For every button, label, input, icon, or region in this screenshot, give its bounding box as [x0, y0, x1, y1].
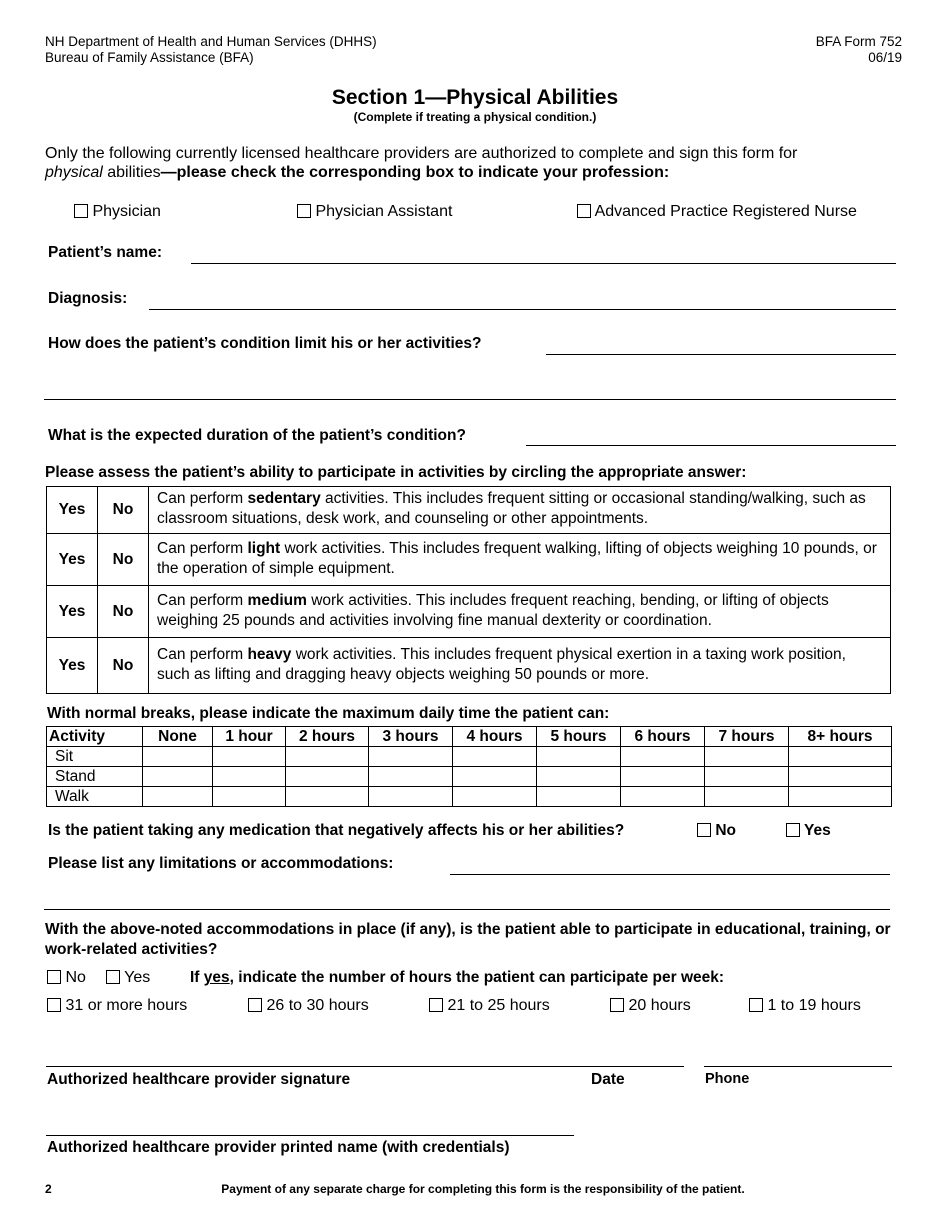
participation-question: With the above-noted accommodations in place (if any), is the patient able to participate in educational, training, or work-related activities?: [45, 921, 891, 958]
patient-name-label: Patient’s name:: [48, 244, 162, 261]
signature-label: Authorized healthcare provider signature: [47, 1071, 351, 1088]
printed-name-line[interactable]: [46, 1135, 574, 1136]
assessment-row-light: [47, 534, 891, 586]
column-header: 2 hours: [286, 727, 369, 747]
assessment-row-medium: [47, 586, 891, 638]
patient-name-field[interactable]: [191, 263, 896, 264]
activity-assessment-table: [46, 486, 891, 694]
profession-option-aprn[interactable]: [577, 203, 857, 221]
medication-no-label: No: [715, 822, 736, 839]
time-cell[interactable]: [143, 787, 213, 807]
time-cell[interactable]: [369, 767, 453, 787]
limit-answer-field[interactable]: [546, 354, 896, 355]
time-cell[interactable]: [705, 747, 789, 767]
hours-option-label: 20 hours: [628, 997, 691, 1014]
medication-yes-checkbox[interactable]: [786, 823, 800, 837]
profession-label: Advanced Practice Registered Nurse: [594, 203, 857, 220]
hours-prompt: If yes, indicate the number of hours the patient can participate per week:: [190, 969, 725, 986]
duration-question-label: What is the expected duration of the patient’s condition?: [48, 427, 466, 444]
assessment-description: Can perform sedentary activities. This includes frequent sitting or occasional standing/walking, such as classroom situations, desk work, and counseling or other appointments.: [149, 487, 891, 534]
profession-label: Physician Assistant: [315, 203, 453, 220]
limit-question-label: How does the patient’s condition limit his or her activities?: [48, 335, 482, 352]
yes-option[interactable]: Yes: [47, 586, 98, 638]
time-cell[interactable]: [213, 787, 286, 807]
hours-checkbox[interactable]: [248, 998, 262, 1012]
assessment-row-sedentary: [47, 487, 891, 534]
page-number: 2: [45, 1182, 52, 1196]
hours-option-label: 1 to 19 hours: [767, 997, 861, 1014]
hours-option-26-30[interactable]: [248, 997, 369, 1015]
hours-option-21-25[interactable]: [429, 997, 550, 1015]
time-cell[interactable]: [143, 767, 213, 787]
duration-answer-field[interactable]: [526, 445, 896, 446]
hours-option-31-plus[interactable]: [47, 997, 187, 1015]
no-option[interactable]: No: [98, 586, 149, 638]
column-header: None: [143, 727, 213, 747]
medication-yes-label: Yes: [804, 822, 831, 839]
column-header: 4 hours: [453, 727, 537, 747]
column-header: 1 hour: [213, 727, 286, 747]
footer-note: Payment of any separate charge for completing this form is the responsibility of the patient.: [221, 1182, 745, 1196]
no-option[interactable]: No: [98, 487, 149, 534]
intro-instruction: —please check the corresponding box to indicate your profession:: [160, 164, 670, 181]
time-cell[interactable]: [705, 767, 789, 787]
time-cell[interactable]: [286, 787, 369, 807]
time-cell[interactable]: [143, 747, 213, 767]
time-cell[interactable]: [453, 747, 537, 767]
hours-option-20[interactable]: [610, 997, 691, 1015]
hours-checkbox[interactable]: [610, 998, 624, 1012]
assessment-description: Can perform light work activities. This includes frequent walking, lifting of objects weighing 10 pounds, or the operation of simple equipment.: [149, 534, 891, 586]
medication-yes-option[interactable]: [786, 822, 831, 840]
participation-no-checkbox[interactable]: [47, 970, 61, 984]
medication-no-option[interactable]: [697, 822, 736, 840]
daily-time-table: [46, 726, 892, 807]
section-heading: [0, 86, 950, 125]
yes-option[interactable]: Yes: [47, 487, 98, 534]
time-table-instruction: With normal breaks, please indicate the maximum daily time the patient can:: [47, 705, 610, 722]
time-table-row-walk: [47, 787, 892, 807]
physician-assistant-checkbox[interactable]: [297, 204, 311, 218]
participation-yes-checkbox[interactable]: [106, 970, 120, 984]
form-identifier: [816, 34, 902, 66]
physician-checkbox[interactable]: [74, 204, 88, 218]
yes-option[interactable]: Yes: [47, 534, 98, 586]
time-cell[interactable]: [453, 767, 537, 787]
hours-checkbox[interactable]: [429, 998, 443, 1012]
time-cell[interactable]: [621, 767, 705, 787]
time-cell[interactable]: [286, 767, 369, 787]
time-cell[interactable]: [789, 747, 892, 767]
activity-label: Stand: [47, 767, 143, 787]
time-cell[interactable]: [369, 787, 453, 807]
limitations-field-continued[interactable]: [44, 909, 890, 910]
diagnosis-field[interactable]: [149, 309, 896, 310]
column-header: 7 hours: [705, 727, 789, 747]
participation-no-label: No: [65, 969, 86, 986]
limit-answer-field-continued[interactable]: [44, 399, 896, 400]
column-header: 8+ hours: [789, 727, 892, 747]
time-cell[interactable]: [789, 787, 892, 807]
time-cell[interactable]: [213, 747, 286, 767]
form-revision-date: 06/19: [868, 50, 902, 65]
hours-option-label: 21 to 25 hours: [447, 997, 550, 1014]
time-cell[interactable]: [705, 787, 789, 807]
signature-date-line[interactable]: [46, 1066, 684, 1067]
column-header: Activity: [47, 727, 143, 747]
time-table-row-stand: [47, 767, 892, 787]
intro-text: Only the following currently licensed healthcare providers are authorized to complete and sign this form for: [45, 145, 798, 162]
no-option[interactable]: No: [98, 534, 149, 586]
intro-paragraph: [45, 144, 905, 182]
time-cell[interactable]: [213, 767, 286, 787]
time-cell[interactable]: [537, 787, 621, 807]
participation-yes-option[interactable]: [106, 969, 150, 987]
limitations-label: Please list any limitations or accommodations:: [48, 855, 394, 872]
phone-label: Phone: [705, 1071, 750, 1087]
profession-option-physician-assistant[interactable]: [297, 203, 452, 221]
agency-header: [45, 34, 377, 66]
activity-label: Sit: [47, 747, 143, 767]
phone-line[interactable]: [704, 1066, 892, 1067]
time-cell[interactable]: [537, 767, 621, 787]
hours-checkbox[interactable]: [47, 998, 61, 1012]
aprn-checkbox[interactable]: [577, 204, 591, 218]
participation-no-option[interactable]: [47, 969, 86, 987]
column-header: 3 hours: [369, 727, 453, 747]
no-option[interactable]: No: [98, 638, 149, 694]
assessment-instruction: Please assess the patient’s ability to participate in activities by circling the appropriate answer:: [45, 464, 747, 481]
date-label: Date: [591, 1071, 625, 1088]
assessment-description: Can perform heavy work activities. This includes frequent physical exertion in a taxing work position, such as lifting and dragging heavy objects weighing 50 pounds or more.: [149, 638, 891, 694]
medication-question: Is the patient taking any medication that negatively affects his or her abilities?: [48, 822, 625, 839]
assessment-description: Can perform medium work activities. This includes frequent reaching, bending, or lifting of objects weighing 25 pounds and activities involving fine manual dexterity or coordination.: [149, 586, 891, 638]
time-table-header: [47, 727, 892, 747]
hours-option-label: 31 or more hours: [65, 997, 188, 1014]
hours-option-label: 26 to 30 hours: [266, 997, 369, 1014]
medication-no-checkbox[interactable]: [697, 823, 711, 837]
profession-option-physician[interactable]: [74, 203, 161, 221]
intro-italic: physical: [45, 164, 103, 181]
yes-option[interactable]: Yes: [47, 638, 98, 694]
time-cell[interactable]: [621, 747, 705, 767]
bureau-name: Bureau of Family Assistance (BFA): [45, 50, 254, 65]
limitations-field[interactable]: [450, 874, 890, 875]
agency-name: NH Department of Health and Human Services (DHHS): [45, 34, 377, 49]
time-cell[interactable]: [286, 747, 369, 767]
time-cell[interactable]: [789, 767, 892, 787]
section-subtitle: (Complete if treating a physical condition.): [353, 110, 597, 124]
column-header: 5 hours: [537, 727, 621, 747]
assessment-row-heavy: [47, 638, 891, 694]
time-table-row-sit: [47, 747, 892, 767]
time-cell[interactable]: [537, 747, 621, 767]
hours-checkbox[interactable]: [749, 998, 763, 1012]
time-cell[interactable]: [621, 787, 705, 807]
profession-label: Physician: [92, 203, 161, 220]
time-cell[interactable]: [453, 787, 537, 807]
intro-text-2: abilities: [102, 164, 161, 181]
printed-name-label: Authorized healthcare provider printed name (with credentials): [47, 1139, 510, 1156]
diagnosis-label: Diagnosis:: [48, 290, 128, 307]
hours-option-1-19[interactable]: [749, 997, 861, 1015]
form-number: BFA Form 752: [815, 34, 902, 49]
time-cell[interactable]: [369, 747, 453, 767]
participation-yes-label: Yes: [124, 969, 151, 986]
section-title: Section 1—Physical Abilities: [331, 86, 619, 109]
column-header: 6 hours: [621, 727, 705, 747]
activity-label: Walk: [47, 787, 143, 807]
